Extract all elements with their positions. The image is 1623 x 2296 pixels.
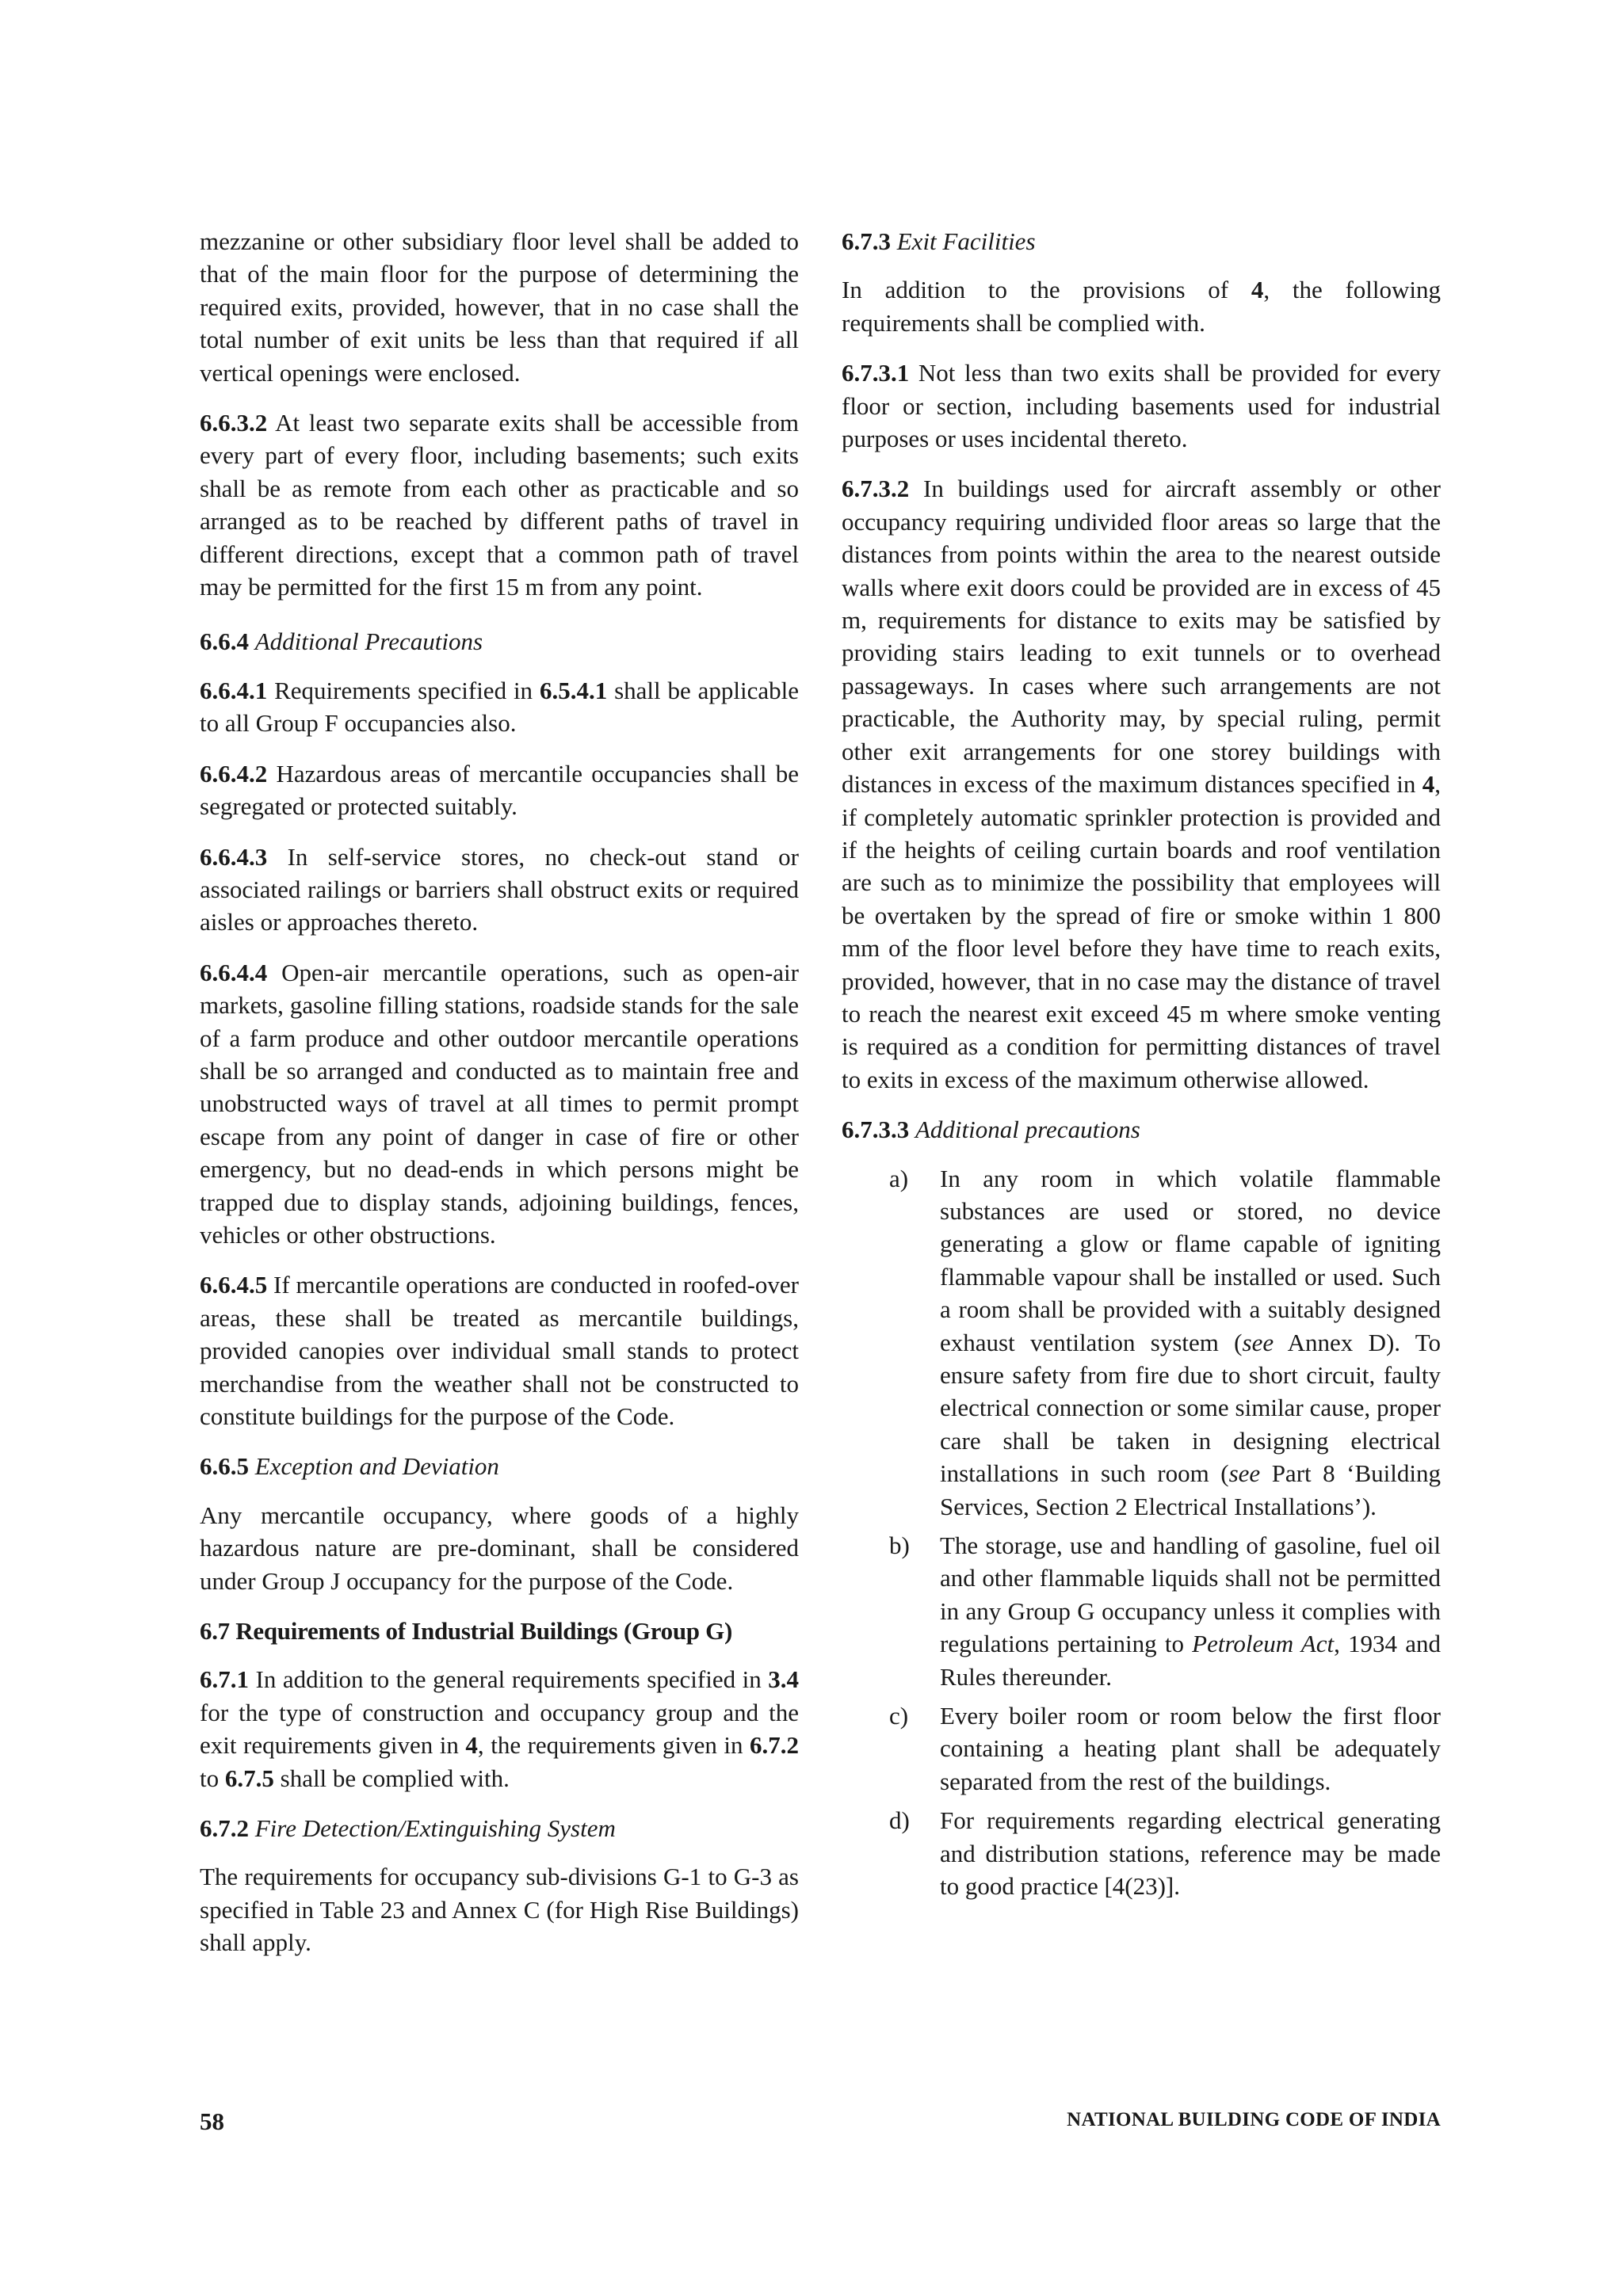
publication-title: NATIONAL BUILDING CODE OF INDIA [1067,2109,1441,2130]
clause-6-6-4-3: 6.6.4.3 In self-service stores, no check-out stand or associated railings or barriers shall obstruct exits or required aisles or approaches thereto. [200,842,799,936]
heading-6-7-2: 6.7.2 Fire Detection/Extinguishing System [200,1814,616,1843]
page-footer [200,2107,1441,2139]
clause-number: 6.6.3.2 [200,409,268,437]
clause-6-6-4-2: 6.6.4.2 Hazardous areas of mercantile occupancies shall be segregated or protected suitably. [200,759,799,821]
heading-6-7-3: 6.7.3 Exit Facilities [842,227,1036,255]
paragraph-6-6-5: Any mercantile occupancy, where goods of a highly hazardous nature are pre-dominant, shall be considered under Group J occupancy for the purpose of the Code. [200,1501,799,1595]
clause-6-6-3-2: 6.6.3.2 At least two separate exits shall be accessible from every part of every floor, including basements; such exits shall be as remote from each other as practicable and so arranged as to be reached by different paths of travel in different directions, except that a common path of travel may be permitted for the first 15 m from any point. [200,409,799,601]
paragraph-continued: mezzanine or other subsidiary floor level shall be added to that of the main floor for the purpose of determining the required exits, provided, however, that in no case shall the total number of exit units be less than that required if all vertical openings were enclosed. [200,227,799,387]
list-item-c: c) Every boiler room or room below the first floor containing a heating plant shall be adequately separated from the rest of the buildings. [889,1702,1441,1795]
clause-6-6-4-5: 6.6.4.5 If mercantile operations are conducted in roofed-over areas, these shall be treated as mercantile buildings, provided canopies over individual small stands to protect merchandise from the weather shall not be constructed to constitute buildings for the purpose of the Code. [200,1271,800,1430]
list-item-b: b) The storage, use and handling of gasoline, fuel oil and other flammable liquids shall not be permitted in any Group G occupancy unless it complies with regulations pertaining to Petroleum Act, 1934 and Rules thereunder. [889,1531,1442,1691]
list-item-d: d) For requirements regarding electrical generating and distribution stations, reference may be made to good practice [4(23)]. [889,1806,1441,1901]
heading-6-6-5: 6.6.5 Exception and Deviation [200,1452,499,1481]
precautions-list [842,1162,1441,1903]
right-column [842,225,1441,1909]
section-title-6-7: 6.7 Requirements of Industrial Buildings (Group G) [200,1617,732,1646]
clause-6-7-3-1: 6.7.3.1 Not less than two exits shall be provided for every floor or section, including basements used for industrial purposes or uses incidental thereto. [842,359,1441,453]
clause-6-7-3-2: 6.7.3.2 In buildings used for aircraft assembly or other occupancy requiring undivided floor areas so large that the distances from points within the area to the nearest outside walls where exit doors could be provided are in excess of 45 m, requirements for distance to exits may be satisfied by providing stairs leading to exit tunnels or to overhead passageways. In cases where such arrangements are not practicable, the Authority may, by special ruling, permit other exit arrangements for one storey buildings with distances in excess of the maximum distances specified in 4, if completely automatic sprinkler protection is provided and if the heights of ceiling curtain boards and roof ventilation are such as to minimize the possibility that employees will be overtaken by the spread of fire or smoke within 1 800 mm of the floor level before they have time to reach exits, provided, however, that in no case may the distance of travel to reach the nearest exit exceed 45 m where smoke venting is required as a condition for permitting distances of travel to exits in excess of the maximum otherwise allowed. [842,475,1442,1093]
paragraph-6-7-3: In addition to the provisions of 4, the following requirements shall be complied with. [842,276,1442,337]
clause-6-6-4-4: 6.6.4.4 Open-air mercantile operations, such as open-air markets, gasoline filling stations, roadside stands for the sale of a farm produce and other outdoor mercantile operations shall be so arranged and conducted as to maintain free and unobstructed ways of travel at all times to permit prompt escape from any point of danger in case of fire or other emergency, but no dead-ends in which persons might be trapped due to display stands, adjoining buildings, fences, vehicles or other obstructions. [200,958,799,1249]
heading-6-6-4: 6.6.4 Additional Precautions [200,627,483,656]
list-item-a: a) In any room in which volatile flammable substances are used or stored, no device generating a glow or flame capable of igniting flammable vapour shall be installed or used. Such a room shall be provided with a suitably designed exhaust ventilation system (see Annex D). To ensure safety from fire due to short circuit, faulty electrical connection or some similar cause, proper care shall be taken in designing electrical installations in such room (see Part 8 ‘Building Services, Section 2 Electrical Installations’). [889,1164,1441,1520]
paragraph-6-7-2: The requirements for occupancy sub-divisions G-1 to G-3 as specified in Table 23 and Annex C (for High Rise Buildings) shall apply. [200,1863,799,1957]
left-column [200,225,799,1977]
clause-6-7-1: 6.7.1 In addition to the general requirements specified in 3.4 for the type of construction and occupancy group and the exit requirements given in 4, the requirements given in 6.7.2 to 6.7.5 shall be complied with. [200,1665,800,1792]
clause-6-6-4-1: 6.6.4.1 Requirements specified in 6.5.4.1 shall be applicable to all Group F occupancies also. [200,676,799,738]
heading-6-7-3-3: 6.7.3.3 Additional precautions [842,1116,1140,1144]
page-number: 58 [200,2107,224,2135]
